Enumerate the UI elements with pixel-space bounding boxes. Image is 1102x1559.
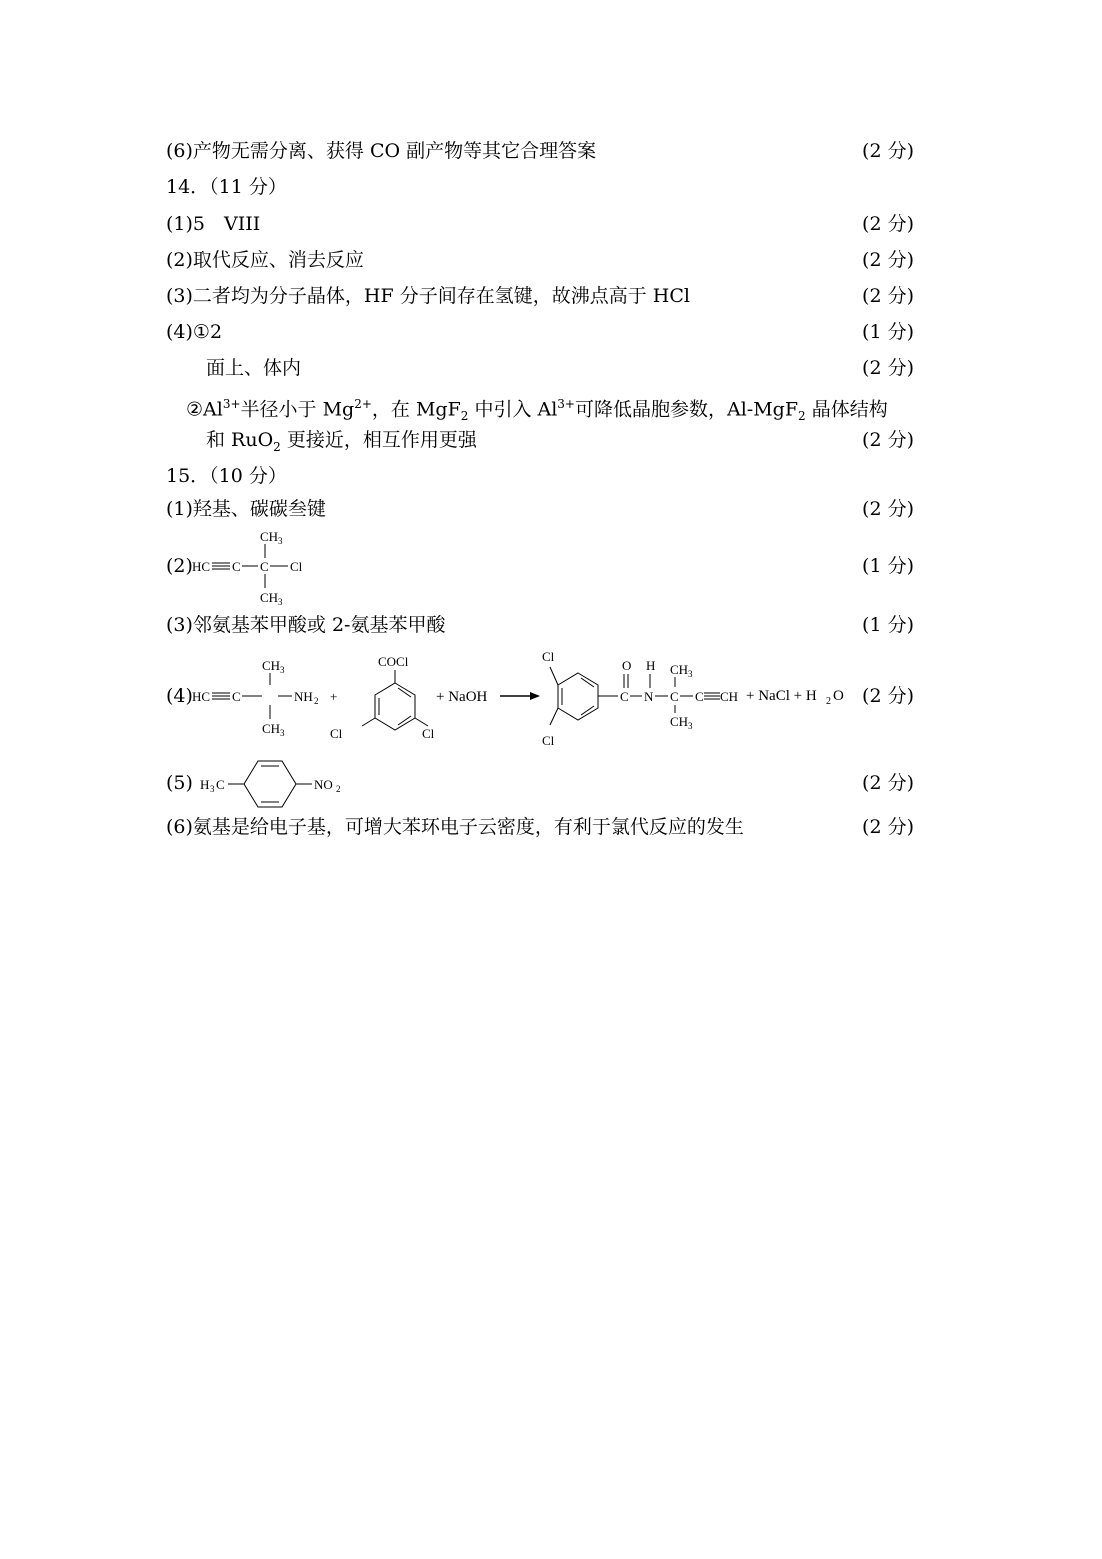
text-part: 中引入 Al xyxy=(468,398,558,421)
superscript: 2+ xyxy=(354,397,372,411)
svg-text:3: 3 xyxy=(210,784,215,794)
score: (2 分) xyxy=(862,213,914,235)
svg-text:2: 2 xyxy=(314,696,319,706)
score: (2 分) xyxy=(862,498,914,520)
subscript: 2 xyxy=(273,439,281,454)
answer-14-4 xyxy=(166,317,914,347)
svg-text:NH: NH xyxy=(294,689,313,704)
answer-text: (3)邻氨基苯甲酸或 2-氨基苯甲酸 xyxy=(166,614,446,636)
svg-text:Cl: Cl xyxy=(422,726,435,741)
subscript: 2 xyxy=(798,409,806,424)
text-part: 半径小于 Mg xyxy=(240,398,355,421)
answer-line-6 xyxy=(166,136,914,166)
answer-14-4-c xyxy=(166,389,914,424)
question-number: 14．（11 分） xyxy=(166,176,287,198)
svg-text:HC: HC xyxy=(192,689,211,704)
svg-text:CH: CH xyxy=(670,714,689,729)
answer-label: (5) xyxy=(166,772,193,794)
answer-text: (2)取代反应、消去反应 xyxy=(166,249,364,271)
answer-14-4-d xyxy=(166,425,914,455)
svg-text:CH: CH xyxy=(262,658,281,673)
svg-text:C: C xyxy=(216,777,225,792)
superscript: 3+ xyxy=(222,397,241,411)
text-part: ，在 MgF xyxy=(371,398,461,421)
text-part: 更接近，相互作用更强 xyxy=(280,429,477,451)
svg-text:O: O xyxy=(622,658,632,673)
svg-text:C: C xyxy=(670,689,679,704)
subscript: 2 xyxy=(460,409,469,424)
structure-2-chloro-2-methylbutyne xyxy=(190,528,320,606)
svg-text:Cl: Cl xyxy=(542,733,555,748)
answer-text: (6)氨基是给电子基，可增大苯环电子云密度，有利于氯代反应的发生 xyxy=(166,816,744,838)
svg-text:C: C xyxy=(260,559,269,574)
svg-text:3: 3 xyxy=(688,721,693,731)
svg-text:H: H xyxy=(646,658,656,673)
svg-text:H: H xyxy=(200,777,210,792)
answer-15-1 xyxy=(166,494,914,524)
score: (1 分) xyxy=(862,321,914,343)
score: (2 分) xyxy=(862,140,914,162)
svg-text:Cl: Cl xyxy=(330,726,343,741)
svg-text:N: N xyxy=(644,689,654,704)
svg-text:HC: HC xyxy=(192,559,211,574)
score: (2 分) xyxy=(862,249,914,271)
answer-text: (3)二者均为分子晶体，HF 分子间存在氢键，故沸点高于 HCl xyxy=(166,285,690,307)
svg-text:2: 2 xyxy=(826,696,831,707)
score: (2 分) xyxy=(862,285,914,307)
answer-14-4-b xyxy=(166,353,914,383)
text-part: 可降低晶胞参数，Al-MgF xyxy=(575,398,799,421)
svg-text:NO: NO xyxy=(314,777,333,792)
answer-text: (4)①2 xyxy=(166,321,223,343)
svg-text:3: 3 xyxy=(688,669,693,679)
answer-text: 面上、体内 xyxy=(206,357,302,379)
svg-text:Cl: Cl xyxy=(542,649,555,664)
svg-text:3: 3 xyxy=(278,597,283,606)
svg-text:COCl: COCl xyxy=(378,654,409,669)
question-14-heading xyxy=(166,172,914,202)
answer-15-6 xyxy=(166,812,914,842)
svg-text:2: 2 xyxy=(336,784,341,794)
answer-text: (1)羟基、碳碳叁键 xyxy=(166,498,326,520)
score: (2 分) xyxy=(862,685,914,707)
answer-14-3 xyxy=(166,281,914,311)
svg-text:O: O xyxy=(833,688,844,704)
svg-text:CH: CH xyxy=(260,529,279,544)
svg-text:+ NaCl + H: + NaCl + H xyxy=(746,688,817,704)
question-number: 15．（10 分） xyxy=(166,465,287,487)
svg-text:CH: CH xyxy=(720,689,739,704)
svg-text:3: 3 xyxy=(280,665,285,675)
svg-text:+: + xyxy=(330,689,338,704)
answer-label: (4) xyxy=(166,685,193,707)
svg-text:C: C xyxy=(695,689,704,704)
svg-text:C: C xyxy=(232,689,241,704)
question-15-heading xyxy=(166,461,914,491)
svg-text:CH: CH xyxy=(670,662,689,677)
answer-text: (1)5 VIII xyxy=(166,213,261,235)
text-part: 晶体结构 xyxy=(805,398,888,421)
score: (1 分) xyxy=(862,555,914,577)
answer-15-3 xyxy=(166,610,914,640)
answer-label: (2) xyxy=(166,555,193,577)
text-part: 和 RuO xyxy=(206,429,274,451)
score: (1 分) xyxy=(862,614,914,636)
reaction-equation-15-4 xyxy=(190,645,855,755)
score: (2 分) xyxy=(862,772,914,794)
svg-text:CH: CH xyxy=(260,590,279,605)
score: (2 分) xyxy=(862,816,914,838)
svg-text:CH: CH xyxy=(262,721,281,736)
svg-text:3: 3 xyxy=(278,536,283,546)
structure-4-nitrotoluene xyxy=(198,757,348,809)
answer-14-2 xyxy=(166,245,914,275)
answer-14-1 xyxy=(166,209,914,239)
score: (2 分) xyxy=(862,429,914,451)
text-part: ②Al xyxy=(186,398,223,421)
superscript: 3+ xyxy=(557,397,575,411)
answer-text: (6)产物无需分离、获得 CO 副产物等其它合理答案 xyxy=(166,140,597,162)
svg-text:Cl: Cl xyxy=(290,559,303,574)
svg-text:3: 3 xyxy=(280,728,285,738)
svg-text:C: C xyxy=(232,559,241,574)
svg-text:C: C xyxy=(620,689,629,704)
svg-text:+ NaOH: + NaOH xyxy=(436,689,488,705)
score: (2 分) xyxy=(862,357,914,379)
